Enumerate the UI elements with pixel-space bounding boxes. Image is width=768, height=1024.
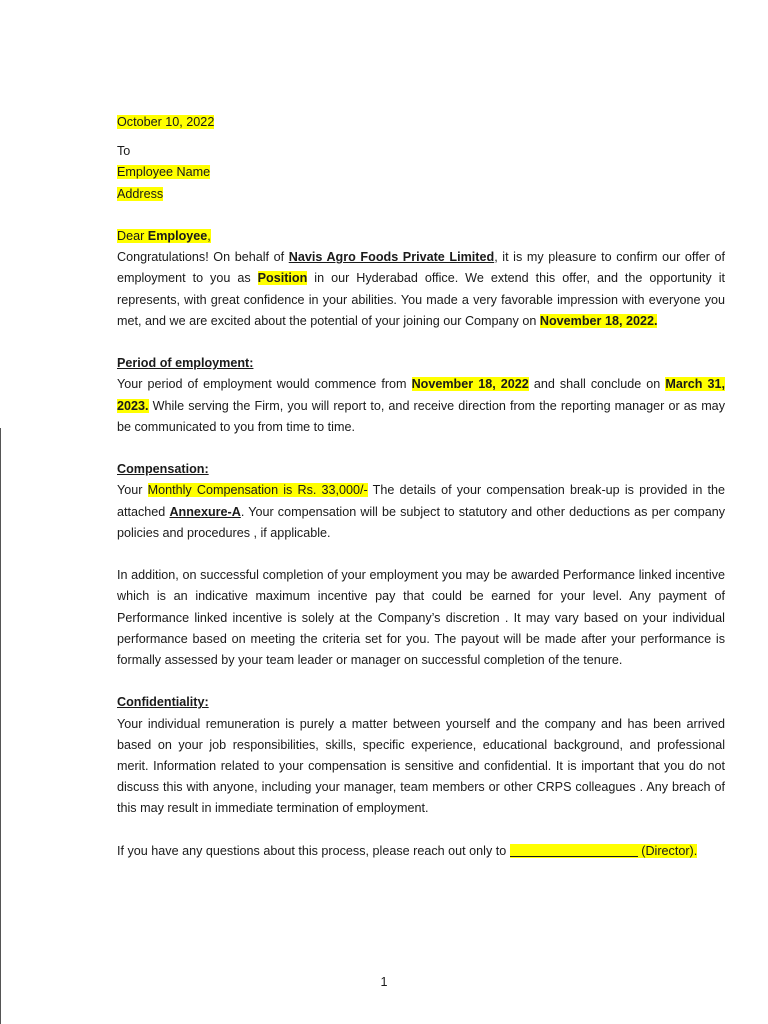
to-label: To: [117, 144, 131, 159]
confidentiality-paragraph: Your individual remuneration is purely a matter between yourself and the company and has been arrived based on your job responsibilities, skills, specific experience, educational background, and professional merit. Information related to your compensation is sensitive and confidential. It is important that you do not discuss this with anyone, including your manager, team members or other CRPS colleagues . Any breach of this may result in immediate termination of employment.: [117, 716, 725, 816]
compensation-paragraph: Your Monthly Compensation is Rs. 33,000/- The details of your compensation break-up is provided in the attached Annexure-A. Your compensation will be subject to statutory and other deductions as per company policies and procedures , if applicable.: [117, 483, 725, 540]
director-field: (Director).: [510, 844, 697, 858]
period-start-date: November 18, 2022: [411, 377, 529, 392]
closing-line: If you have any questions about this process, please reach out only to (Director).: [117, 843, 698, 858]
monthly-compensation: Monthly Compensation is Rs. 33,000/-: [147, 483, 368, 498]
incentive-paragraph: In addition, on successful completion of your employment you may be awarded Performance linked incentive which is an indicative maximum incentive pay that could be earned for your level. Any payment of Performance linked incentive is solely at the Company’s discretion . It may vary based on your individual performance based on meeting the criteria set for you. The payout will be made after your performance is formally assessed by your team leader or manager on successful completion of the tenure.: [117, 568, 725, 668]
annexure-reference: Annexure-A: [169, 504, 241, 519]
joining-date: November 18, 2022.: [539, 313, 658, 328]
director-name-blank: [510, 843, 638, 857]
letter-body: [117, 112, 725, 862]
page-number: 1: [380, 975, 388, 989]
period-heading: Period of employment:: [117, 356, 254, 371]
compensation-heading: Compensation:: [117, 462, 209, 477]
salutation-name: Employee: [147, 229, 208, 243]
employee-address: Address: [117, 186, 164, 201]
confidentiality-heading: Confidentiality:: [117, 695, 209, 710]
salutation: Dear Employee,: [117, 229, 211, 243]
letter-date: October 10, 2022: [117, 115, 215, 129]
position-title: Position: [257, 271, 308, 286]
left-margin-rule: [0, 428, 1, 1024]
period-paragraph: Your period of employment would commence from November 18, 2022 and shall conclude on March 31, 2023. While serving the Firm, you will report to, and receive direction from the reporting manager or as may be communicated to you from time to time.: [117, 377, 725, 434]
period-end-date: March 31, 2023.: [117, 377, 725, 413]
employee-name: Employee Name: [117, 165, 211, 180]
intro-paragraph: Congratulations! On behalf of Navis Agro Foods Private Limited, it is my pleasure to confirm our offer of employment to you as Position in our Hyderabad office. We extend this offer, and the opportunity it represents, with great confidence in your abilities. You made a very favorable impression with everyone you met, and we are excited about the potential of your joining our Company on November 18, 2022.: [117, 250, 726, 328]
company-name: Navis Agro Foods Private Limited: [288, 250, 495, 265]
